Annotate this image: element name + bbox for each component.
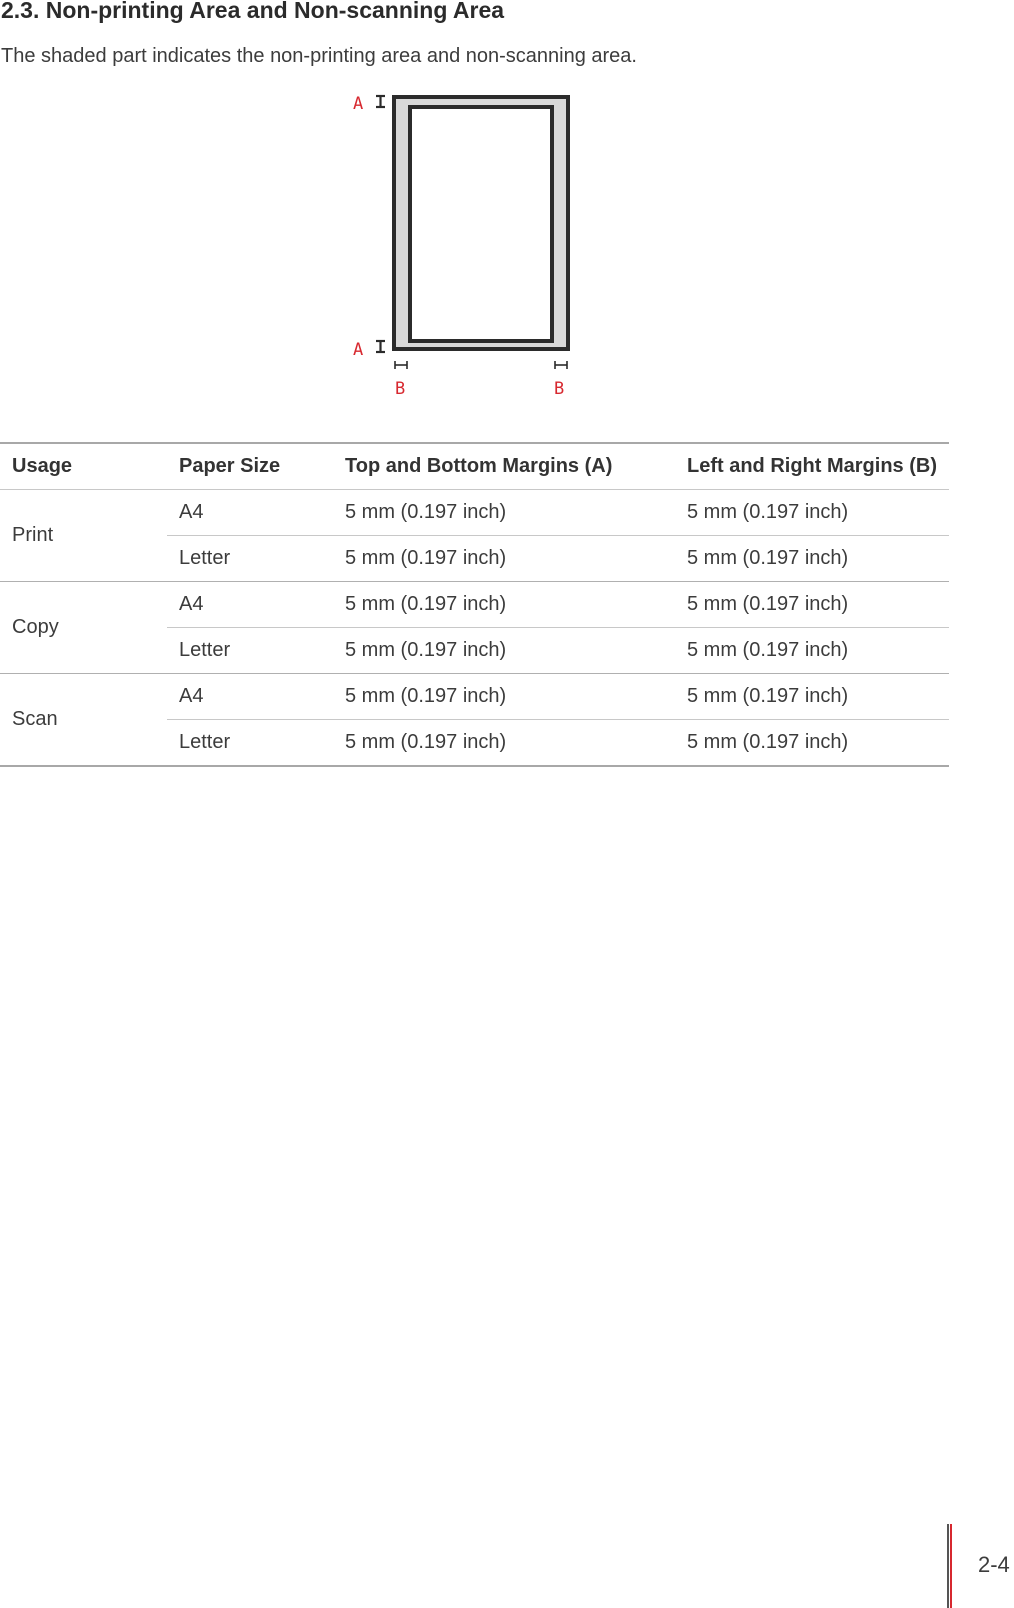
paper-size-cell: Letter [167,720,333,767]
table-row [0,490,949,536]
usage-print: Print [0,490,167,582]
printable-area [410,107,552,341]
top-bottom-margin-cell: 5 mm (0.197 inch) [333,720,675,767]
header-top-bottom-margins: Top and Bottom Margins (A) [333,443,675,490]
paper-size-cell: Letter [167,536,333,582]
left-right-margin-cell: 5 mm (0.197 inch) [675,490,949,536]
top-bottom-margin-cell: 5 mm (0.197 inch) [333,582,675,628]
left-right-margin-cell: 5 mm (0.197 inch) [675,720,949,767]
left-right-margin-cell: 5 mm (0.197 inch) [675,536,949,582]
left-right-margin-cell: 5 mm (0.197 inch) [675,628,949,674]
header-paper-size: Paper Size [167,443,333,490]
page-edge-rule-dark [947,1524,949,1608]
right-margin-label: B [554,379,565,399]
section-title: 2.3. Non-printing Area and Non-scanning Area [1,0,505,23]
paper-size-cell: A4 [167,582,333,628]
left-right-margin-cell: 5 mm (0.197 inch) [675,674,949,720]
top-margin-label: A [353,94,364,114]
page-edge-rule-red [950,1524,952,1608]
header-usage: Usage [0,443,167,490]
table-header-row [0,443,949,490]
header-left-right-margins: Left and Right Margins (B) [675,443,949,490]
table-row [0,582,949,628]
page-number: 2-4 [978,1552,1010,1577]
paper-size-cell: A4 [167,674,333,720]
left-margin-marker [395,361,407,369]
top-bottom-margin-cell: 5 mm (0.197 inch) [333,628,675,674]
right-margin-marker [555,361,567,369]
bottom-margin-marker [376,341,385,352]
paper-size-cell: A4 [167,490,333,536]
top-bottom-margin-cell: 5 mm (0.197 inch) [333,674,675,720]
table-row [0,674,949,720]
top-margin-marker [376,96,385,107]
intro-paragraph: The shaded part indicates the non-printing area and non-scanning area. [1,45,637,67]
left-right-margin-cell: 5 mm (0.197 inch) [675,582,949,628]
paper-size-cell: Letter [167,628,333,674]
margin-diagram [330,85,590,405]
margins-table [0,442,949,767]
usage-copy: Copy [0,582,167,674]
page-edge-rule [947,1524,952,1608]
usage-scan: Scan [0,674,167,767]
top-bottom-margin-cell: 5 mm (0.197 inch) [333,536,675,582]
bottom-margin-label: A [353,340,364,360]
top-bottom-margin-cell: 5 mm (0.197 inch) [333,490,675,536]
left-margin-label: B [395,379,406,399]
